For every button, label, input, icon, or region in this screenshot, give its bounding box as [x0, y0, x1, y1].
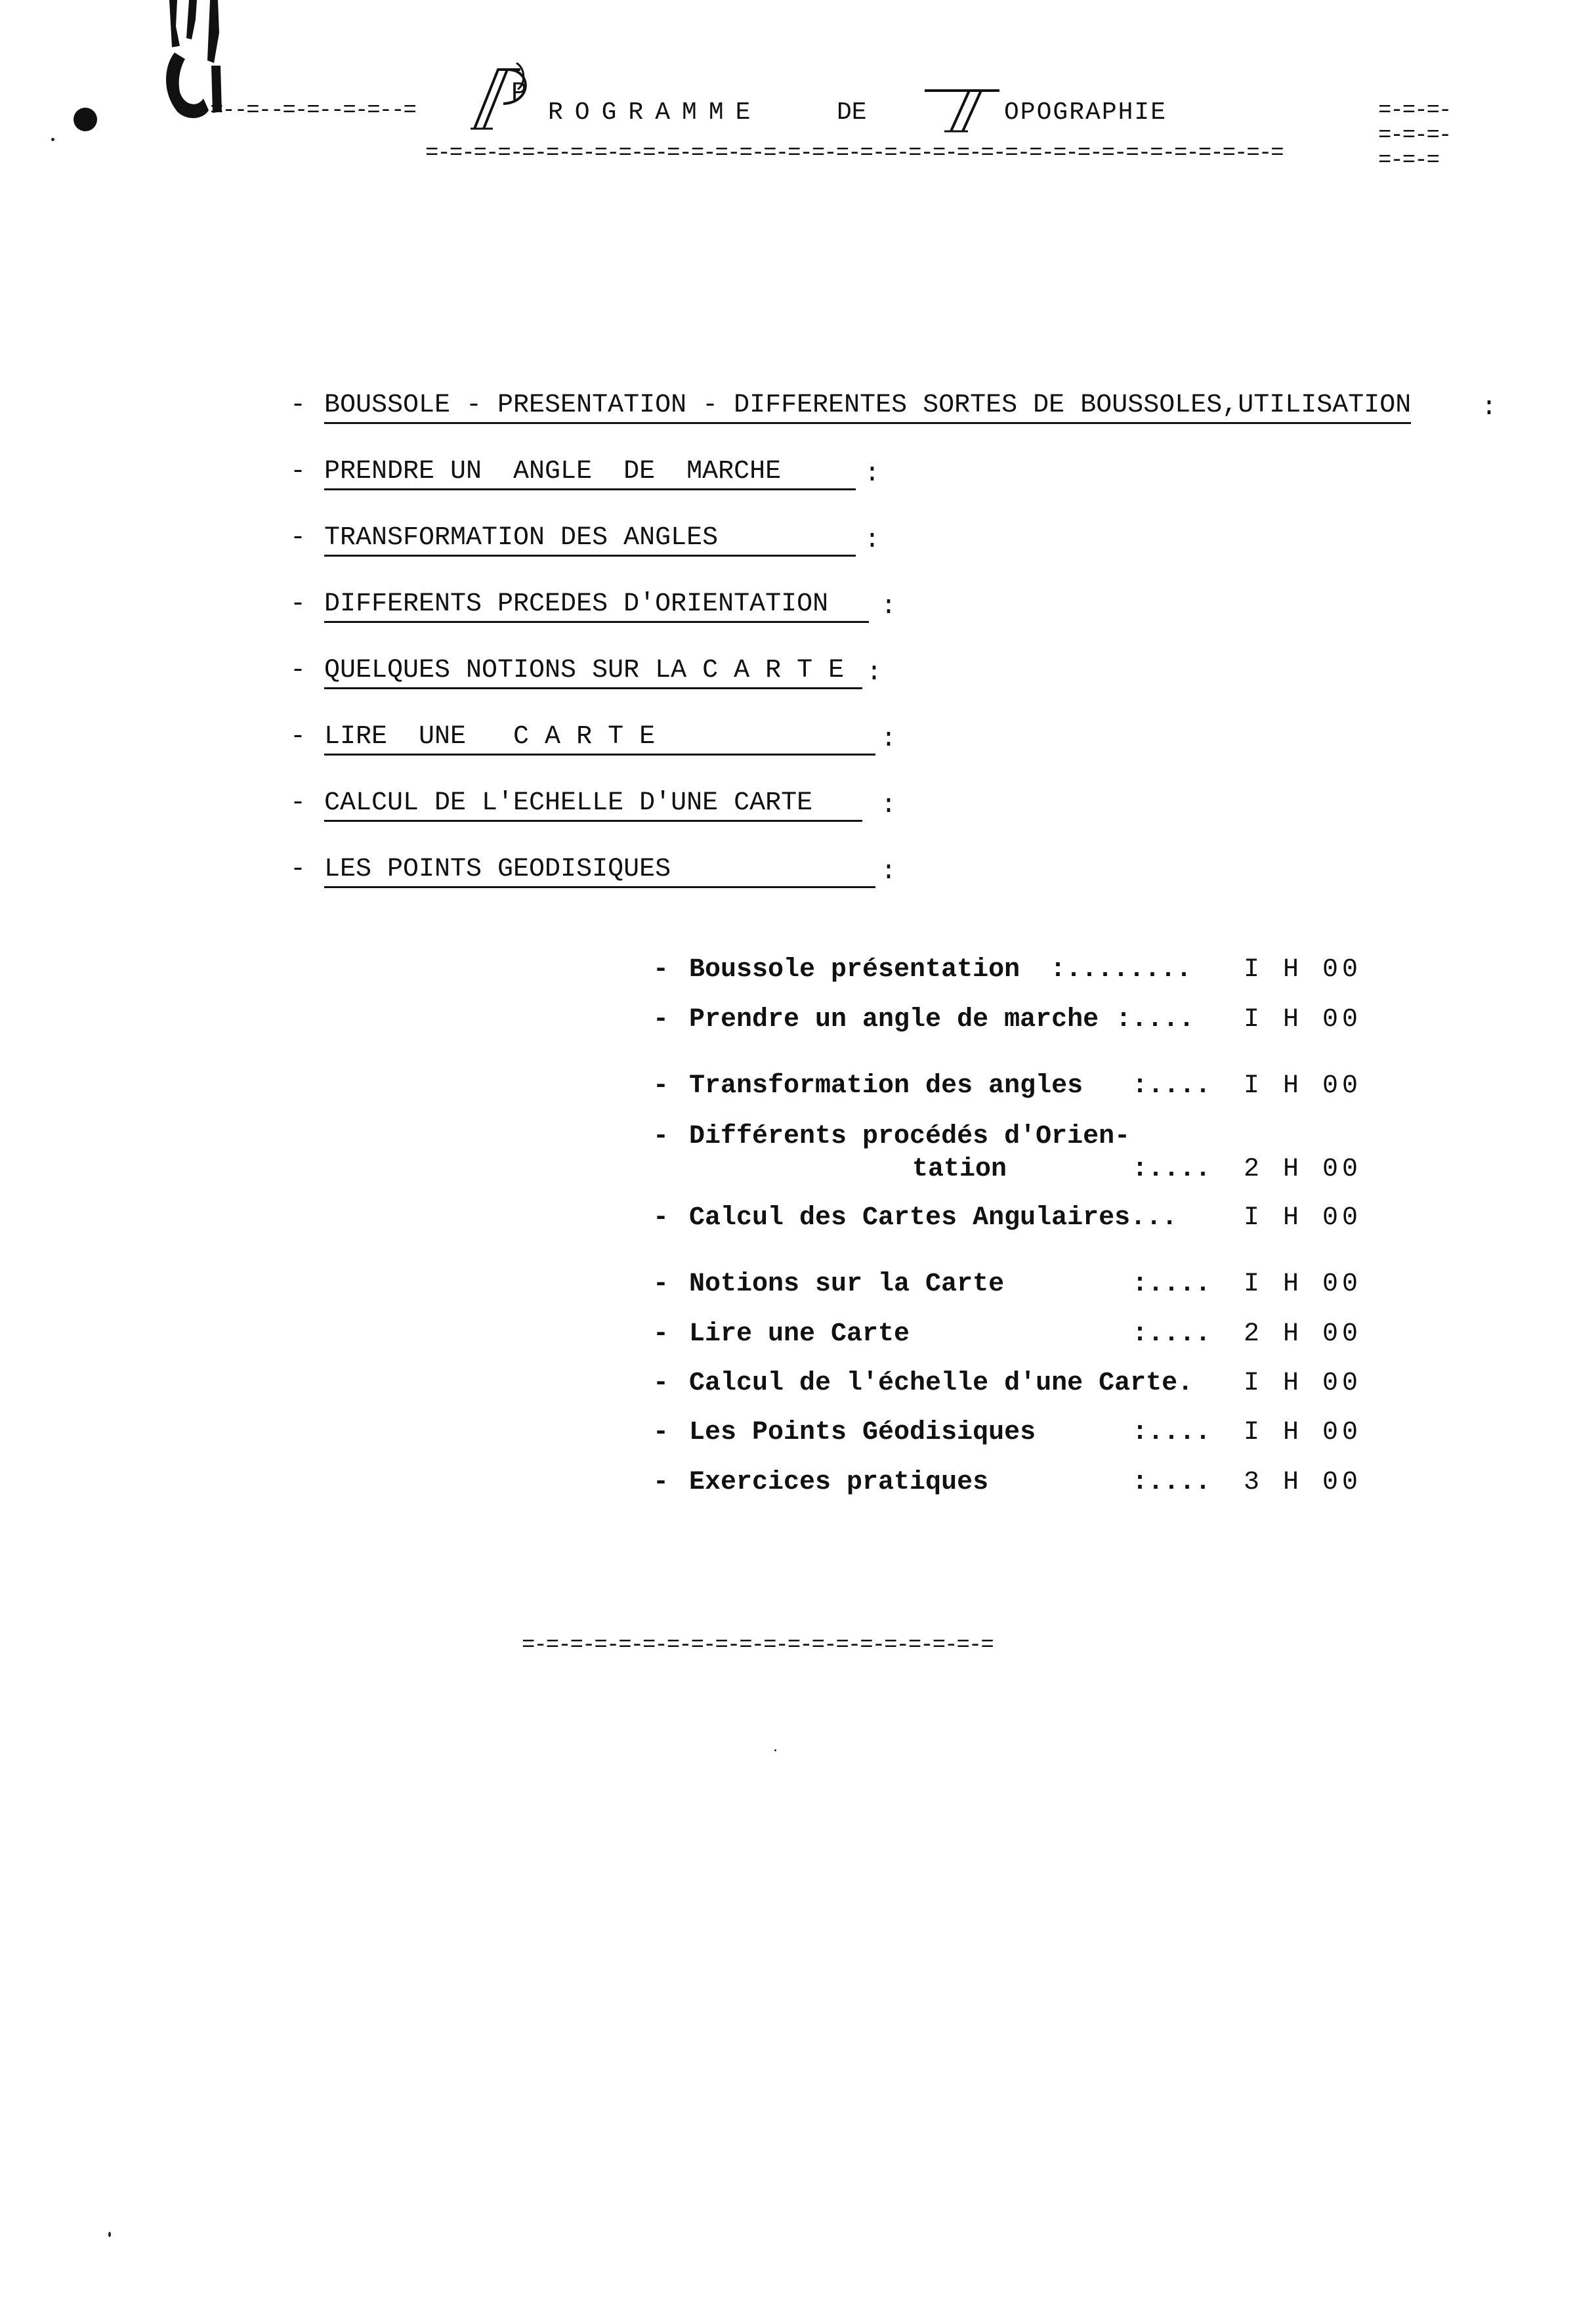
schedule-bullet: - — [653, 1269, 669, 1299]
heading-dashes-left: =--=--=-=--=-=--= — [210, 98, 415, 123]
schedule-row — [653, 1122, 1375, 1155]
schedule-duration: I H 00 — [1244, 1269, 1362, 1299]
heading-underline-dashes: =-=-=-=-=-=-=-=-=-=-=-=-=-=-=-=-=-=-=-=-=-=-=-=-=-=-=-=-=-=-=-=-=-=-=-= — [425, 141, 1283, 166]
schedule-label: Calcul de l'échelle d'une Carte. — [689, 1369, 1194, 1398]
schedule-duration: I H 00 — [1244, 1418, 1362, 1447]
topic-colon: : — [881, 791, 897, 821]
title-word-programme: ROGRAMME — [548, 98, 763, 127]
schedule-row — [653, 1005, 1375, 1038]
schedule-leader: :........ — [1050, 955, 1192, 985]
schedule-label: Transformation des angles — [689, 1071, 1083, 1101]
schedule-row — [653, 1369, 1375, 1401]
schedule-leader: :.... — [1132, 1071, 1211, 1101]
topic-item — [290, 788, 1537, 855]
topic-text: LIRE UNE C A R T E — [324, 722, 875, 756]
topic-colon: : — [881, 857, 897, 887]
schedule-duration: 2 H 00 — [1244, 1319, 1362, 1349]
schedule-label: Prendre un angle de marche — [689, 1005, 1099, 1035]
heading-title — [469, 60, 1362, 133]
schedule-bullet: - — [653, 1369, 669, 1398]
topic-bullet: - — [290, 391, 306, 420]
topic-item — [290, 589, 1537, 656]
schedule-row — [653, 1269, 1375, 1302]
topic-bullet: - — [290, 656, 306, 685]
schedule-label-continuation: tation — [912, 1155, 1007, 1184]
topic-text: QUELQUES NOTIONS SUR LA C A R T E — [324, 656, 862, 689]
schedule-label: Boussole présentation — [689, 955, 1020, 985]
schedule-row — [653, 1203, 1375, 1236]
topic-bullet: - — [290, 523, 306, 553]
topic-colon: : — [881, 725, 897, 754]
schedule-leader: :.... — [1116, 1005, 1195, 1035]
topic-text: PRENDRE UN ANGLE DE MARCHE — [324, 457, 856, 490]
topic-colon: : — [864, 526, 881, 555]
ink-speck — [108, 2232, 111, 2237]
schedule-bullet: - — [653, 1468, 669, 1497]
schedule-duration: I H 00 — [1244, 1071, 1362, 1101]
schedule-bullet: - — [653, 1005, 669, 1035]
schedule-label: Différents procédés d'Orien- — [689, 1122, 1131, 1151]
schedule-bullet: - — [653, 1071, 669, 1101]
topic-colon: : — [866, 658, 883, 688]
title-initial-p — [469, 60, 548, 133]
topic-text: TRANSFORMATION DES ANGLES — [324, 523, 856, 557]
heading-dashes-right: =-=-=-=-=-=-=-=-= — [1378, 98, 1451, 173]
schedule-leader: :.... — [1132, 1418, 1211, 1447]
topic-item — [290, 391, 1537, 457]
footer-divider: =-=-=-=-=-=-=-=-=-=-=-=-=-=-=-=-=-=-=-= — [522, 1633, 993, 1658]
schedule-label: Calcul des Cartes Angulaires... — [689, 1203, 1178, 1233]
schedule-label: Notions sur la Carte — [689, 1269, 1005, 1299]
topic-item — [290, 457, 1537, 523]
schedule-bullet: - — [653, 955, 669, 985]
schedule-bullet: - — [653, 1122, 669, 1151]
schedule-row-continuation — [653, 1155, 1375, 1187]
topic-bullet: - — [290, 855, 306, 884]
topic-item — [290, 855, 1537, 921]
ink-speck — [774, 1749, 776, 1751]
schedule-row — [653, 955, 1375, 988]
schedule-duration: 3 H 00 — [1244, 1468, 1362, 1497]
topic-bullet: - — [290, 457, 306, 486]
title-word-opographie: OPOGRAPHIE — [1004, 98, 1167, 127]
topic-bullet: - — [290, 589, 306, 619]
schedule-duration: 2 H 00 — [1244, 1155, 1362, 1184]
topic-text: LES POINTS GEODISIQUES — [324, 855, 875, 888]
topic-text: BOUSSOLE - PRESENTATION - DIFFERENTES SORTES DE BOUSSOLES,UTILISATION — [324, 391, 1411, 424]
schedule-bullet: - — [653, 1418, 669, 1447]
title-initial-t — [922, 87, 1001, 133]
topic-item — [290, 656, 1537, 722]
schedule-label: Les Points Géodisiques — [689, 1418, 1036, 1447]
title-initial-p-glyph: P — [511, 79, 528, 108]
schedule-label: Lire une Carte — [689, 1319, 910, 1349]
ink-speck — [51, 138, 54, 141]
schedule-leader: :.... — [1132, 1319, 1211, 1349]
topic-bullet: - — [290, 722, 306, 752]
topic-colon: : — [1481, 393, 1498, 423]
schedule-duration: I H 00 — [1244, 1005, 1362, 1035]
schedule-leader: :.... — [1132, 1269, 1211, 1299]
schedule-duration: I H 00 — [1244, 955, 1362, 985]
schedule-leader: :.... — [1132, 1468, 1211, 1497]
schedule-bullet: - — [653, 1319, 669, 1349]
schedule-duration: I H 00 — [1244, 1369, 1362, 1398]
topic-item — [290, 722, 1537, 788]
schedule-row — [653, 1468, 1375, 1501]
schedule-label: Exercices pratiques — [689, 1468, 989, 1497]
topic-colon: : — [864, 459, 881, 489]
topic-item — [290, 523, 1537, 589]
schedule-duration: I H 00 — [1244, 1203, 1362, 1233]
topic-colon: : — [881, 592, 897, 622]
ink-dot — [74, 108, 97, 131]
title-word-de: DE — [837, 98, 867, 127]
schedule-leader: :.... — [1132, 1155, 1211, 1184]
topic-text: DIFFERENTS PRCEDES D'ORIENTATION — [324, 589, 869, 623]
schedule-row — [653, 1071, 1375, 1104]
heading — [210, 79, 1457, 173]
topic-list — [290, 391, 1537, 921]
schedule-bullet: - — [653, 1203, 669, 1233]
schedule-row — [653, 1319, 1375, 1352]
topic-bullet: - — [290, 788, 306, 818]
schedule-row — [653, 1418, 1375, 1451]
topic-text: CALCUL DE L'ECHELLE D'UNE CARTE — [324, 788, 862, 822]
